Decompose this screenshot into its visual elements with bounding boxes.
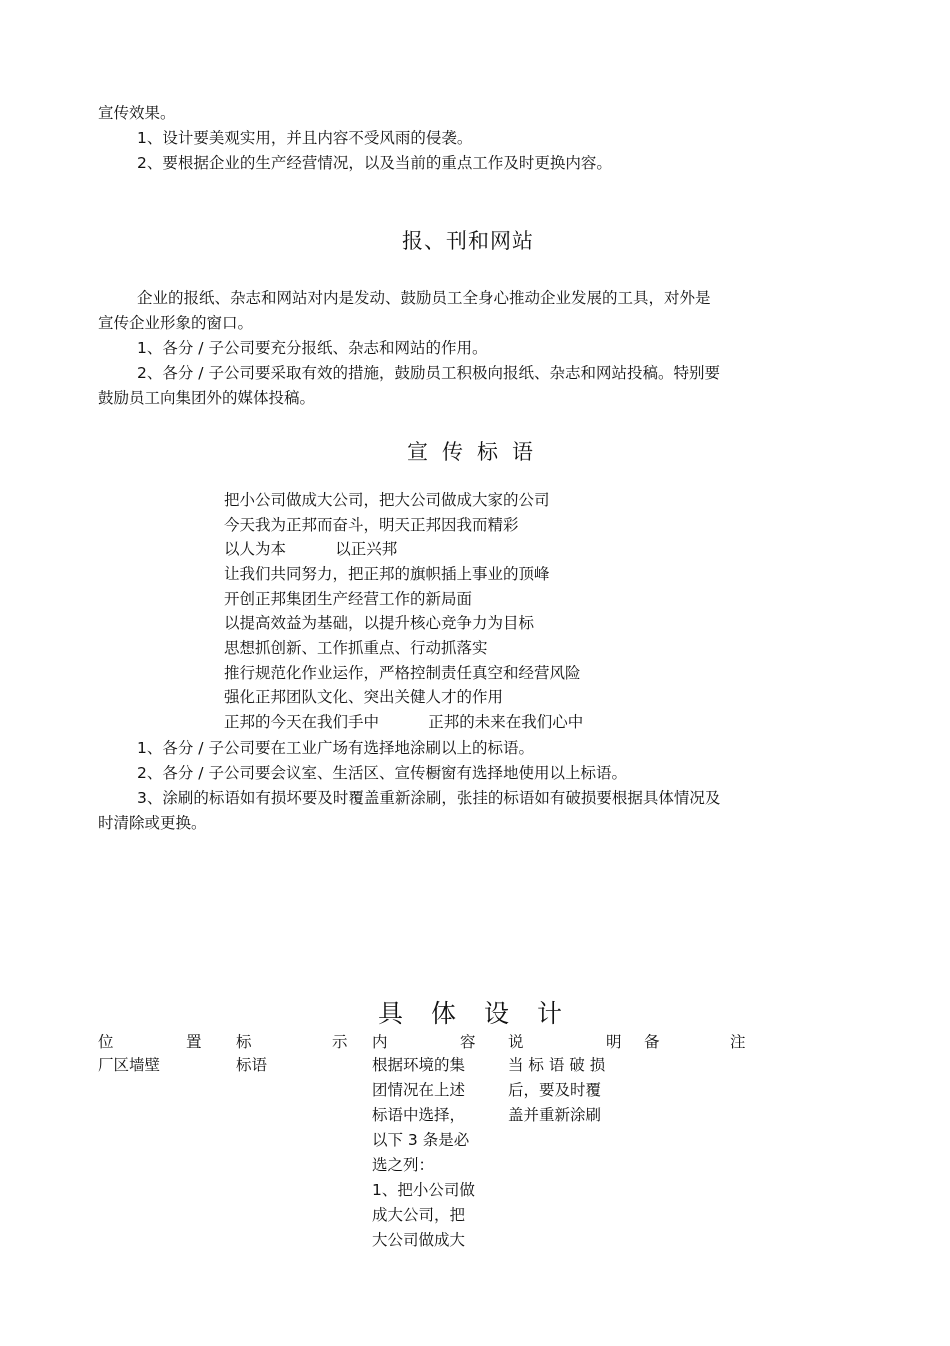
- cell-content-line: 标语中选择，: [372, 1106, 466, 1124]
- header-note: 备: [644, 1033, 660, 1051]
- slogan-item: 让我们共同努力，把正邦的旗帜插上事业的顶峰: [224, 565, 550, 583]
- header-marker: 示: [332, 1033, 348, 1051]
- paragraph-line: 企业的报纸、杂志和网站对内是发动、鼓励员工全身心推动企业发展的工具，对外是: [137, 289, 711, 307]
- section-title-press: 报、刊和网站: [402, 229, 534, 253]
- section-title-design: 具体设计: [378, 999, 591, 1028]
- header-position: 置: [186, 1033, 202, 1051]
- slogan-item: 把小公司做成大公司，把大公司做成大家的公司: [224, 491, 550, 509]
- header-note: 注: [730, 1033, 746, 1051]
- list-item: 3、涂刷的标语如有损坏要及时覆盖重新涂刷，张挂的标语如有破损要根据具体情况及: [137, 789, 721, 807]
- cell-content-line: 根据环境的集: [372, 1056, 466, 1074]
- cell-content-line: 以下 3 条是必: [372, 1131, 470, 1149]
- cell-content-line: 1、把小公司做: [372, 1181, 475, 1199]
- section-title-slogans: 宣传标语: [407, 440, 547, 464]
- list-item: 2、各分 / 子公司要采取有效的措施，鼓励员工积极向报纸、杂志和网站投稿。特别要: [137, 364, 720, 382]
- cell-description-line: 当 标 语 破 损: [508, 1056, 606, 1074]
- cell-content: [372, 1053, 475, 1253]
- cell-marker: 标语: [236, 1056, 268, 1074]
- header-marker: 标: [236, 1033, 252, 1051]
- list-item: 2、各分 / 子公司要会议室、生活区、宣传橱窗有选择地使用以上标语。: [137, 764, 627, 782]
- header-content: 内: [372, 1033, 388, 1051]
- cell-description: [508, 1053, 605, 1128]
- cell-description-line: 后，要及时覆: [508, 1081, 602, 1099]
- header-description: 明: [606, 1033, 622, 1051]
- slogan-item: 今天我为正邦而奋斗，明天正邦因我而精彩: [224, 516, 519, 534]
- cell-description-line: 盖并重新涂刷: [508, 1106, 602, 1124]
- slogan-item: 正邦的今天在我们手中 正邦的未来在我们心中: [224, 713, 584, 731]
- list-item: 1、各分 / 子公司要充分报纸、杂志和网站的作用。: [137, 339, 488, 357]
- cell-content-line: 成大公司，把: [372, 1206, 466, 1224]
- slogan-item: 思想抓创新、工作抓重点、行动抓落实: [224, 639, 488, 657]
- cell-position: 厂区墙壁: [98, 1056, 161, 1074]
- slogan-item: 强化正邦团队文化、突出关健人才的作用: [224, 688, 504, 706]
- slogan-item: 以人为本 以正兴邦: [224, 540, 398, 558]
- list-item: 1、各分 / 子公司要在工业广场有选择地涂刷以上的标语。: [137, 739, 534, 757]
- list-item-continuation: 鼓励员工向集团外的媒体投稿。: [98, 389, 316, 407]
- paragraph-fragment: 宣传效果。: [98, 104, 176, 122]
- list-item: 1、设计要美观实用，并且内容不受风雨的侵袭。: [137, 129, 473, 147]
- cell-content-line: 团情况在上述: [372, 1081, 466, 1099]
- list-item-continuation: 时清除或更换。: [98, 814, 207, 832]
- slogan-item: 以提高效益为基础，以提升核心竞争力为目标: [224, 614, 535, 632]
- header-description: 说: [508, 1033, 524, 1051]
- cell-content-line: 大公司做成大: [372, 1231, 466, 1249]
- slogan-item: 开创正邦集团生产经营工作的新局面: [224, 590, 473, 608]
- cell-content-line: 选之列：: [372, 1156, 435, 1174]
- paragraph-line: 宣传企业形象的窗口。: [98, 314, 254, 332]
- header-content: 容: [460, 1033, 476, 1051]
- slogan-item: 推行规范化作业运作，严格控制责任真空和经营风险: [224, 664, 581, 682]
- header-position: 位: [98, 1033, 114, 1051]
- list-item: 2、要根据企业的生产经营情况，以及当前的重点工作及时更换内容。: [137, 154, 612, 172]
